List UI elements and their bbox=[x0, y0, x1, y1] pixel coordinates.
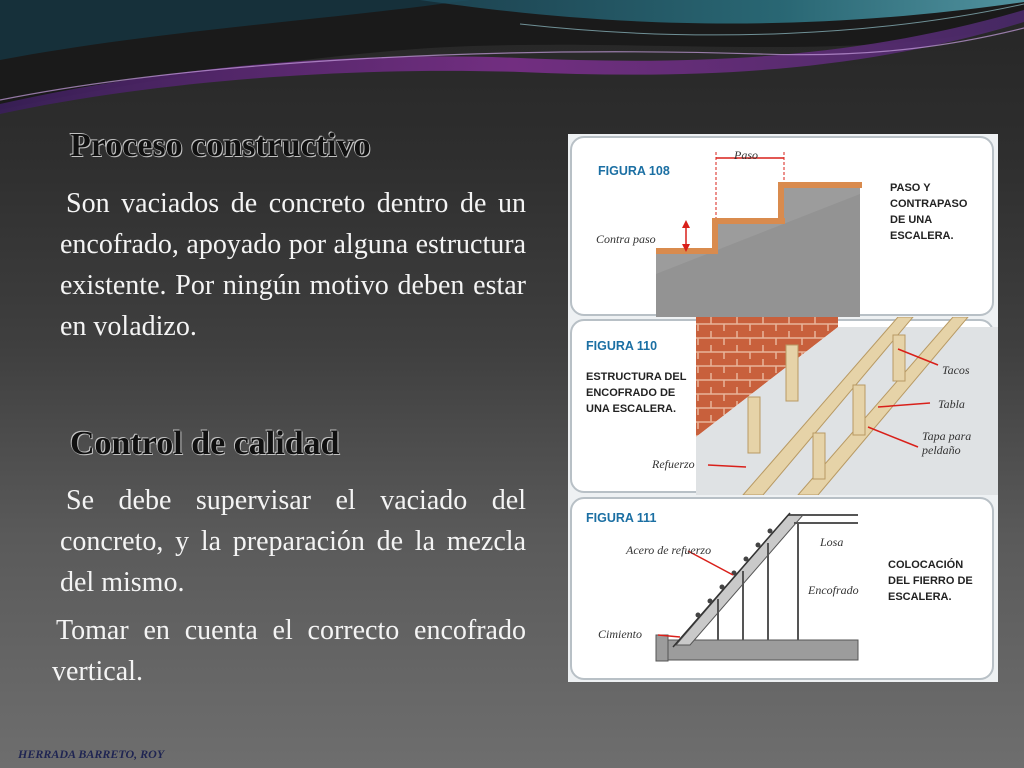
author-footer: HERRADA BARRETO, ROY bbox=[18, 747, 165, 761]
paragraph-proceso-constructivo: Son vaciados de concreto dentro de un encofrado, apoyado por alguna estructura existente. Por ningún motivo deben estar en voladizo. bbox=[60, 188, 526, 342]
figures-panel bbox=[568, 134, 998, 682]
figure-111 bbox=[568, 495, 998, 682]
figure-111-caption: COLOCACIÓN DEL FIERRO DE ESCALERA. bbox=[888, 559, 973, 603]
label-contra-paso: Contra paso bbox=[596, 232, 656, 246]
figure-108-title: FIGURA 108 bbox=[598, 164, 670, 178]
figure-110 bbox=[568, 317, 998, 495]
label-refuerzo: Refuerzo bbox=[652, 457, 695, 471]
label-paso: Paso bbox=[734, 148, 758, 162]
paragraph-control-encofrado: Tomar en cuenta el correcto encofrado vertical. bbox=[52, 615, 526, 687]
figure-110-caption: ESTRUCTURA DEL ENCOFRADO DE UNA ESCALERA. bbox=[586, 371, 687, 415]
heading-control-de-calidad: Control de calidad bbox=[70, 425, 340, 462]
figure-108 bbox=[568, 134, 998, 317]
figure-111-title: FIGURA 111 bbox=[586, 511, 657, 525]
label-tacos: Tacos bbox=[942, 363, 970, 377]
label-acero-de-refuerzo: Acero de refuerzo bbox=[626, 543, 712, 557]
label-tapa-para-peldano: Tapa para peldaño bbox=[922, 429, 972, 457]
paragraph-control-supervision: Se debe supervisar el vaciado del concreto, y la preparación de la mezcla del mismo. bbox=[60, 485, 526, 598]
decorative-top-waves bbox=[0, 0, 1024, 120]
figure-110-title: FIGURA 110 bbox=[586, 339, 658, 353]
heading-proceso-constructivo: Proceso constructivo bbox=[70, 127, 371, 164]
label-cimiento: Cimiento bbox=[598, 627, 642, 641]
label-encofrado: Encofrado bbox=[808, 583, 859, 597]
label-tabla: Tabla bbox=[938, 397, 965, 411]
figure-108-caption: PASO Y CONTRAPASO DE UNA ESCALERA. bbox=[890, 182, 968, 242]
label-losa: Losa bbox=[820, 535, 844, 549]
